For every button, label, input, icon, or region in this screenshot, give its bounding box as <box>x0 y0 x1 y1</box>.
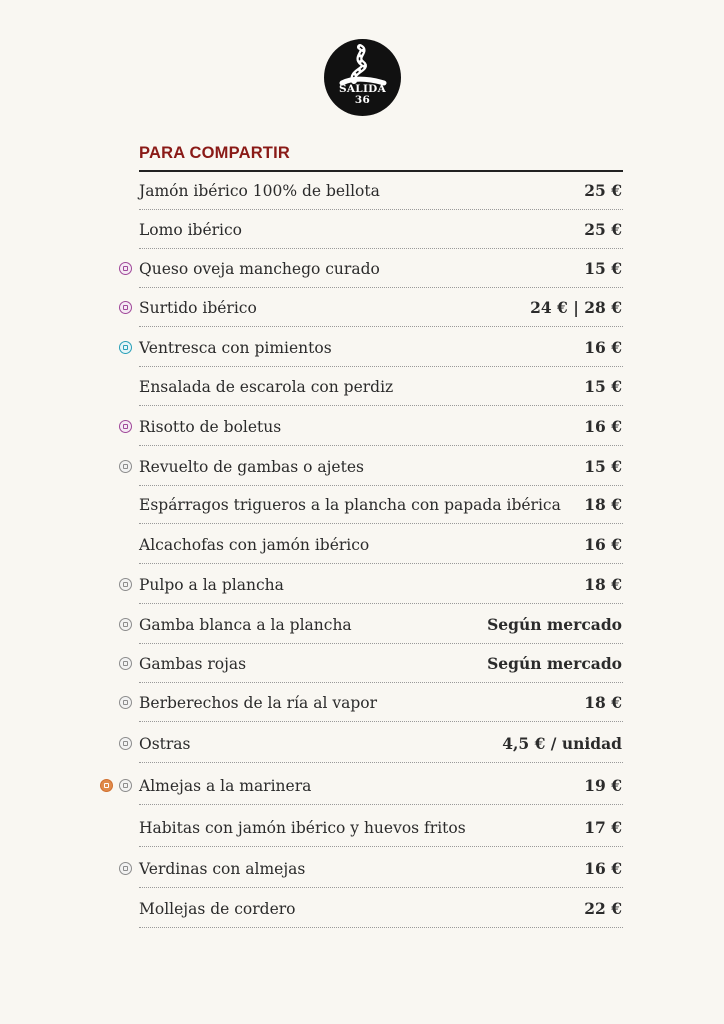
mollusc-icon <box>119 779 132 792</box>
dotted-divider <box>139 804 623 805</box>
menu-item <box>0 734 724 764</box>
menu-item <box>0 377 724 407</box>
menu-item-name: Verdinas con almejas <box>139 860 306 878</box>
menu-item-name: Lomo ibérico <box>139 221 243 239</box>
menu-item-name: Gambas rojas <box>139 655 247 673</box>
dotted-divider <box>139 846 623 847</box>
menu-item <box>0 776 724 806</box>
menu-item-price: 16 € <box>584 338 622 357</box>
menu-item-price: 22 € <box>584 899 622 918</box>
menu-item-price: 15 € <box>584 457 622 476</box>
crustacean-icon <box>119 460 132 473</box>
milk-icon <box>119 420 132 433</box>
menu-item-price: 18 € <box>584 693 622 712</box>
dotted-divider <box>139 682 623 683</box>
menu-item <box>0 181 724 211</box>
menu-item-price: 24 € | 28 € <box>530 298 622 317</box>
milk-icon <box>119 301 132 314</box>
mollusc-icon <box>119 578 132 591</box>
menu-item-price: 16 € <box>584 859 622 878</box>
menu-item <box>0 693 724 723</box>
dotted-divider <box>139 485 623 486</box>
gluten-icon <box>100 779 113 792</box>
menu-item-name: Mollejas de cordero <box>139 900 296 918</box>
menu-item-price: 17 € <box>584 818 622 837</box>
menu-item <box>0 575 724 605</box>
menu-item-price: 16 € <box>584 417 622 436</box>
menu-item <box>0 654 724 684</box>
dotted-divider <box>139 563 623 564</box>
menu-item-price: 18 € <box>584 575 622 594</box>
menu-item-name: Ventresca con pimientos <box>139 339 332 357</box>
dotted-divider <box>139 287 623 288</box>
dotted-divider <box>139 603 623 604</box>
dotted-divider <box>139 326 623 327</box>
section-title: PARA COMPARTIR <box>139 144 290 162</box>
menu-item <box>0 818 724 848</box>
menu-item-price: 15 € <box>584 259 622 278</box>
dotted-divider <box>139 721 623 722</box>
fish-icon <box>119 341 132 354</box>
menu-item-name: Jamón ibérico 100% de bellota <box>139 182 380 200</box>
mollusc-icon <box>119 862 132 875</box>
dotted-divider <box>139 366 623 367</box>
menu-item <box>0 338 724 368</box>
menu-item-name: Alcachofas con jamón ibérico <box>139 536 370 554</box>
crustacean-icon <box>119 657 132 670</box>
dotted-divider <box>139 643 623 644</box>
menu-item-price: Según mercado <box>487 654 622 673</box>
dotted-divider <box>139 762 623 763</box>
dotted-divider <box>139 248 623 249</box>
menu-item-price: 18 € <box>584 495 622 514</box>
logo-text-line1: SALIDA <box>338 83 387 95</box>
menu-item <box>0 220 724 250</box>
menu-item-name: Ostras <box>139 735 191 753</box>
menu-item-price: 4,5 € / unidad <box>502 734 622 753</box>
crustacean-icon <box>119 618 132 631</box>
menu-item <box>0 259 724 289</box>
dotted-divider <box>139 887 623 888</box>
menu-item <box>0 899 724 929</box>
menu-item <box>0 298 724 328</box>
menu-item <box>0 615 724 645</box>
menu-item <box>0 859 724 889</box>
menu-item-name: Ensalada de escarola con perdiz <box>139 378 394 396</box>
menu-item <box>0 535 724 565</box>
menu-item-price: 19 € <box>584 776 622 795</box>
milk-icon <box>119 262 132 275</box>
menu-item-name: Queso oveja manchego curado <box>139 260 380 278</box>
menu-item-name: Surtido ibérico <box>139 299 257 317</box>
menu-item-price: 25 € <box>584 181 622 200</box>
menu-item-price: Según mercado <box>487 615 622 634</box>
menu-item <box>0 495 724 525</box>
menu-item-name: Almejas a la marinera <box>139 777 312 795</box>
menu-item-name: Revuelto de gambas o ajetes <box>139 458 364 476</box>
dotted-divider <box>139 927 623 928</box>
menu-item-name: Gamba blanca a la plancha <box>139 616 352 634</box>
menu-item-name: Risotto de boletus <box>139 418 282 436</box>
menu-item-price: 16 € <box>584 535 622 554</box>
menu-item-price: 15 € <box>584 377 622 396</box>
menu-item <box>0 417 724 447</box>
menu-item-name: Habitas con jamón ibérico y huevos fritos <box>139 819 466 837</box>
dotted-divider <box>139 209 623 210</box>
menu-item <box>0 457 724 487</box>
dotted-divider <box>139 523 623 524</box>
logo-text-line2: 36 <box>354 94 371 106</box>
mollusc-icon <box>119 696 132 709</box>
menu-item-name: Espárragos trigueros a la plancha con papada ibérica <box>139 496 561 514</box>
menu-item-price: 25 € <box>584 220 622 239</box>
menu-item-name: Pulpo a la plancha <box>139 576 284 594</box>
dotted-divider <box>139 405 623 406</box>
mollusc-icon <box>119 737 132 750</box>
menu-item-name: Berberechos de la ría al vapor <box>139 694 377 712</box>
dotted-divider <box>139 445 623 446</box>
